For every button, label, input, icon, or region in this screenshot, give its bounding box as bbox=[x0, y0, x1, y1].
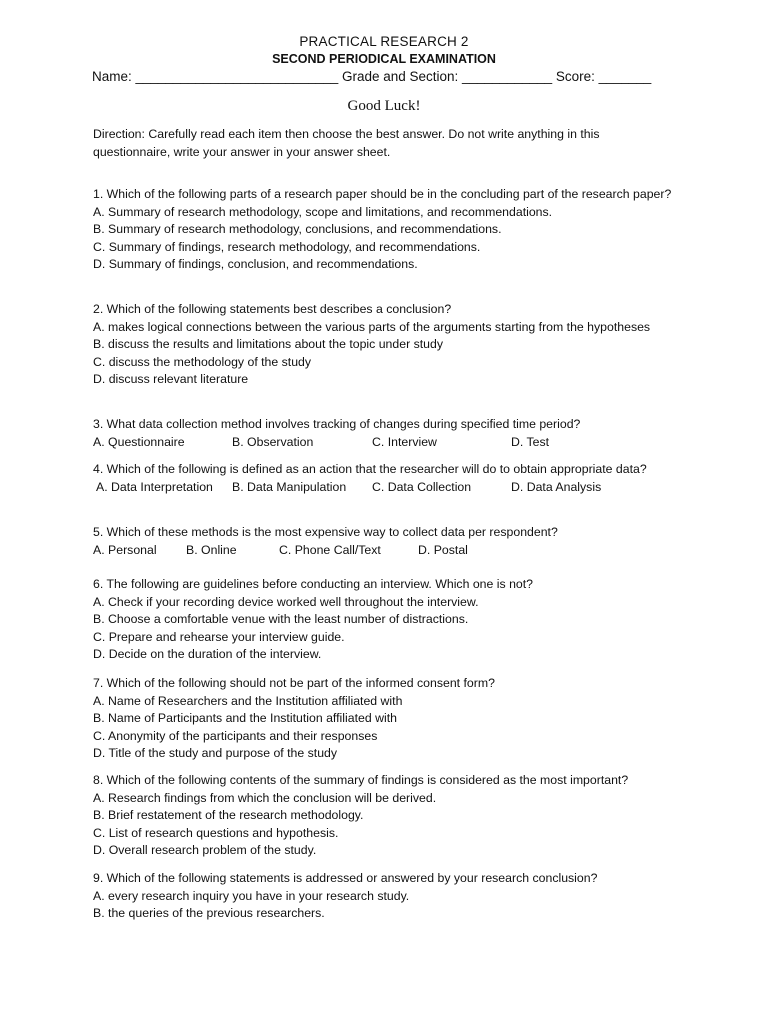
question-4 bbox=[93, 461, 673, 496]
answer-option: A. Research findings from which the conclusion will be derived. bbox=[93, 790, 437, 805]
answer-option: C. List of research questions and hypothesis. bbox=[93, 825, 339, 840]
answer-option: C. discuss the methodology of the study bbox=[93, 354, 312, 369]
answer-option: A. makes logical connections between the various parts of the arguments starting from the hypotheses bbox=[93, 319, 651, 334]
answer-option: B. Name of Participants and the Institution affiliated with bbox=[93, 711, 397, 726]
question-6 bbox=[93, 576, 673, 664]
question-8 bbox=[93, 772, 673, 860]
exam-subtitle: SECOND PERIODICAL EXAMINATION bbox=[272, 52, 496, 66]
question-stem: 5. Which of these methods is the most expensive way to collect data per respondent? bbox=[93, 525, 558, 539]
answer-option: B. Brief restatement of the research methodology. bbox=[93, 808, 364, 823]
answer-option: B. Summary of research methodology, conclusions, and recommendations. bbox=[93, 222, 502, 237]
answer-option: B. Observation bbox=[232, 434, 314, 449]
answer-option: B. the queries of the previous researchers. bbox=[93, 906, 325, 921]
question-stem: 7. Which of the following should not be part of the informed consent form? bbox=[93, 676, 495, 690]
answer-option: C. Data Collection bbox=[372, 479, 472, 494]
question-stem: 4. Which of the following is defined as an action that the researcher will do to obtain appropriate data? bbox=[93, 462, 647, 476]
question-1 bbox=[93, 186, 673, 274]
question-5 bbox=[93, 524, 673, 559]
question-stem: 9. Which of the following statements is addressed or answered by your research conclusion? bbox=[93, 871, 598, 885]
question-stem: 8. Which of the following contents of the summary of findings is considered as the most important? bbox=[93, 773, 629, 787]
answer-option: B. Choose a comfortable venue with the least number of distractions. bbox=[93, 612, 469, 627]
answer-option: A. Personal bbox=[93, 542, 157, 557]
answer-option: B. Online bbox=[186, 542, 237, 557]
answer-option: D. Overall research problem of the study. bbox=[93, 843, 317, 858]
answer-option: A. Questionnaire bbox=[93, 434, 185, 449]
good-luck-text: Good Luck! bbox=[347, 98, 421, 114]
answer-option: C. Prepare and rehearse your interview guide. bbox=[93, 629, 345, 644]
answer-option: C. Anonymity of the participants and their responses bbox=[93, 728, 378, 743]
answer-option: A. every research inquiry you have in your research study. bbox=[93, 888, 410, 903]
question-stem: 1. Which of the following parts of a research paper should be in the concluding part of the research paper? bbox=[93, 187, 672, 201]
answer-option: A. Check if your recording device worked well throughout the interview. bbox=[93, 594, 479, 609]
exam-title: PRACTICAL RESEARCH 2 bbox=[299, 34, 469, 49]
answer-option: C. Phone Call/Text bbox=[279, 542, 381, 557]
answer-option: D. Test bbox=[511, 434, 550, 449]
answer-option: D. Title of the study and purpose of the study bbox=[93, 746, 338, 761]
answer-options-row bbox=[93, 479, 673, 497]
answer-option: A. Data Interpretation bbox=[96, 479, 213, 494]
question-7 bbox=[93, 675, 673, 763]
answer-options-row bbox=[93, 434, 673, 452]
student-info-line: Name: ___________________________ Grade and Section: ____________ Score: _______ bbox=[92, 69, 652, 84]
question-9 bbox=[93, 870, 673, 923]
question-stem: 6. The following are guidelines before conducting an interview. Which one is not? bbox=[93, 577, 533, 591]
answer-option: B. discuss the results and limitations about the topic under study bbox=[93, 337, 443, 352]
answer-option: C. Summary of findings, research methodology, and recommendations. bbox=[93, 239, 481, 254]
question-2 bbox=[93, 301, 673, 389]
question-stem: 3. What data collection method involves tracking of changes during specified time period? bbox=[93, 417, 581, 431]
answer-option: D. Data Analysis bbox=[511, 479, 602, 494]
direction-text: Direction: Carefully read each item then choose the best answer. Do not write anything in this questionnaire, write your answer in your answer sheet. bbox=[93, 127, 600, 159]
answer-option: D. Summary of findings, conclusion, and recommendations. bbox=[93, 257, 418, 272]
question-stem: 2. Which of the following statements best describes a conclusion? bbox=[93, 302, 452, 316]
answer-option: A. Summary of research methodology, scope and limitations, and recommendations. bbox=[93, 204, 553, 219]
answer-option: D. discuss relevant literature bbox=[93, 372, 249, 387]
answer-option: D. Postal bbox=[418, 542, 468, 557]
answer-options-row bbox=[93, 542, 673, 560]
answer-option: C. Interview bbox=[372, 434, 437, 449]
answer-option: B. Data Manipulation bbox=[232, 479, 347, 494]
answer-option: D. Decide on the duration of the interview. bbox=[93, 647, 322, 662]
question-3 bbox=[93, 416, 673, 451]
answer-option: A. Name of Researchers and the Institution affiliated with bbox=[93, 693, 403, 708]
